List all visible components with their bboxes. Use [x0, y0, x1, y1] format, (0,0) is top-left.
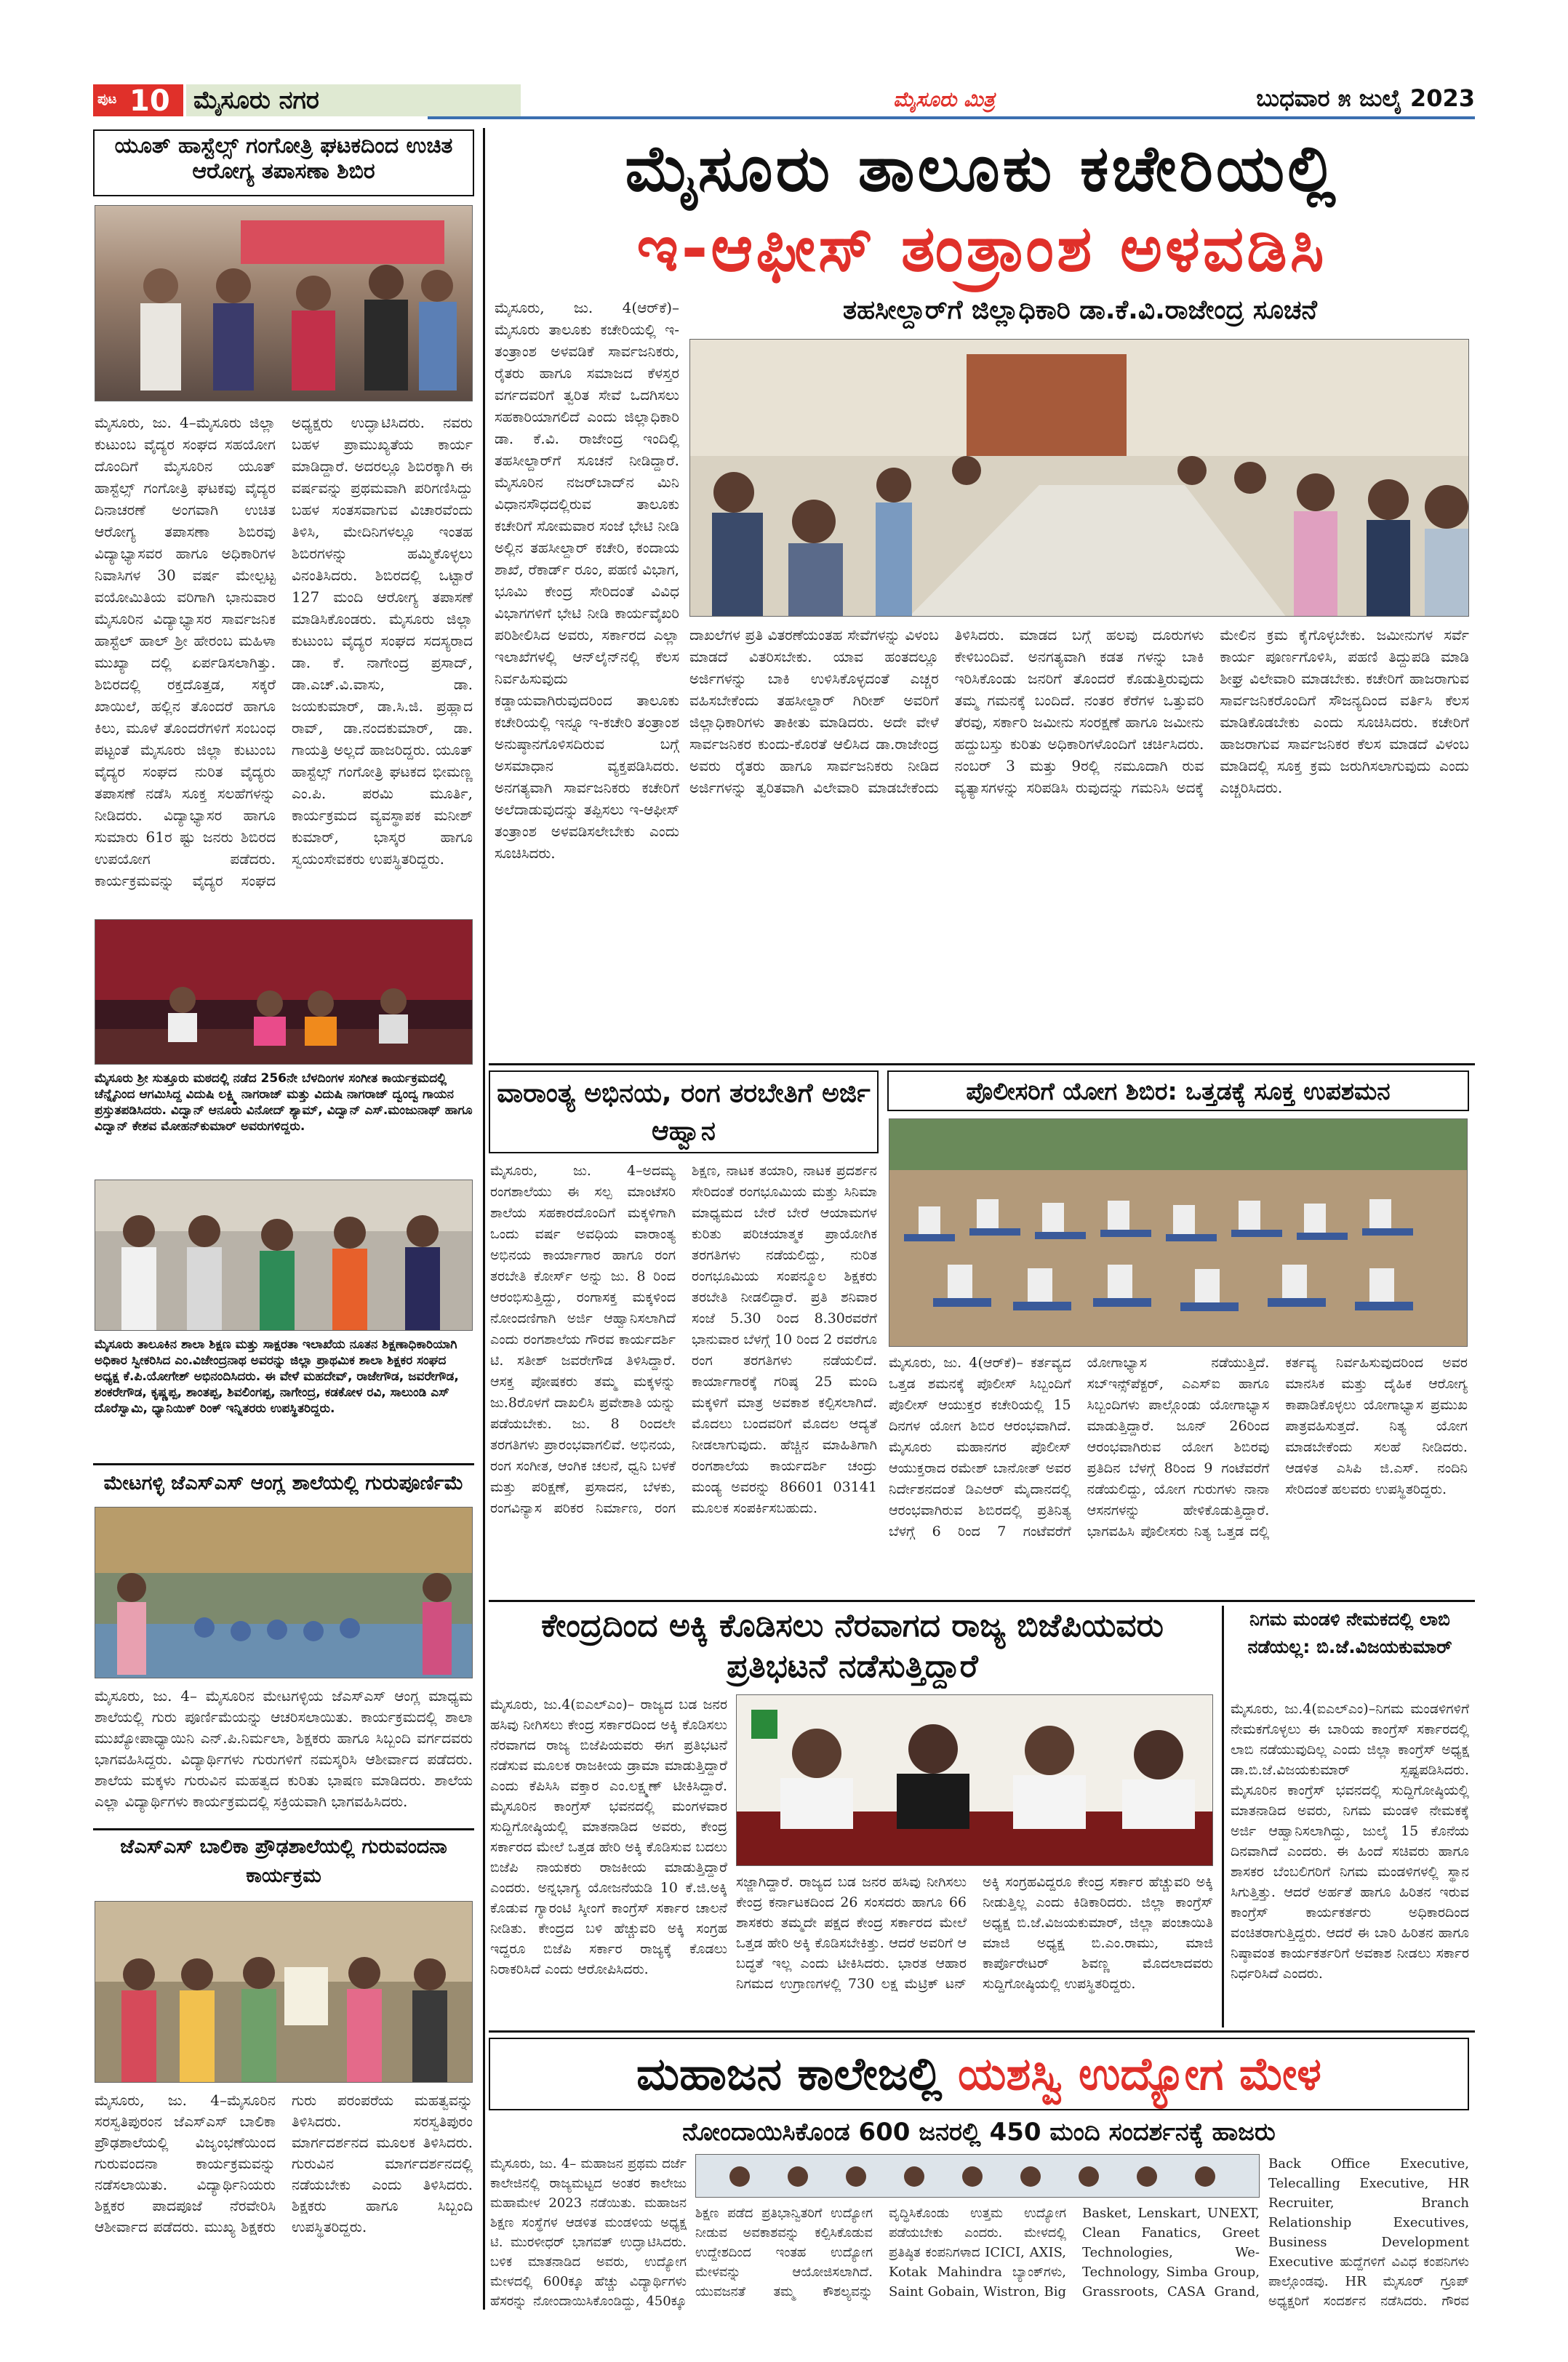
nigama-divider — [1222, 1606, 1224, 2027]
metagalli-headline: ಮೇಟಗಳ್ಳಿ ಜೆಎಸ್‌ಎಸ್ ಆಂಗ್ಲ ಶಾಲೆಯಲ್ಲಿ ಗುರುಪೂರ್ಣಿಮೆ — [103, 1472, 464, 1494]
page-number: 10 — [129, 84, 170, 118]
balika-body: ಮೈಸೂರು, ಜು. 4–ಮೈಸೂರಿನ ಸರಸ್ವತಿಪುರಂನ ಜೆಎಸ್‌ಎಸ್ ಬಾಲಿಕಾ ಪ್ರೌಢಶಾಲೆಯಲ್ಲಿ ವಿಜೃಂಭಣೆಯಿಂದ ಗುರುವಂದನಾ ಕಾರ್ಯಕ್ರಮವನ್ನು ನಡೆಸಲಾಯಿತು. ವಿದ್ಯಾರ್ಥಿನಿಯರು ಶಿಕ್ಷಕರ ಪಾದಪೂಜೆ ನೆರವೇರಿಸಿ ಆಶೀರ್ವಾದ ಪಡೆದರು. ಮುಖ್ಯ ಶಿಕ್ಷಕರು ಗುರು ಪರಂಪರೆಯ ಮಹತ್ವವನ್ನು ತಿಳಿಸಿದರು. ಸರಸ್ವತಿಪುರಂ ಮಾರ್ಗದರ್ಶನದ ಮೂಲಕ ತಿಳಿಸಿದರು. ಗುರುವಿನ ಮಾರ್ಗದರ್ಶನದಲ್ಲಿ ನಡೆಯಬೇಕು ಎಂದು ತಿಳಿಸಿದರು. ಶಿಕ್ಷಕರು ಹಾಗೂ ಸಿಬ್ಬಂದಿ ಉಪಸ್ಥಿತರಿದ್ದರು. — [95, 2091, 473, 2235]
left-divider-1 — [93, 1463, 474, 1465]
police-yoga-photo — [889, 1118, 1468, 1347]
mid-row-rule — [489, 1600, 1475, 1602]
job-fair-right-body: Back Office Executive, Telecalling Executive, HR Recruiter, Branch Relationship Executives, Business Development Executive ಹುದ್ದೆಗಳಿಗೆ ವಿವಿಧ ಕಂಪನಿಗಳು ಪಾಲ್ಗೊಂಡವು. HR ಮೈಸೂರ್ ಗ್ರೂಪ್ ಅಧ್ಯಕ್ಷರಿಗೆ ಸಂದರ್ಶನ ನಡೆಸಿದರು. ಗೌರವ — [1268, 2156, 1469, 2309]
guru-purnima-photo — [95, 1507, 473, 1678]
lead-bottom-body: ದಾಖಲೆಗಳ ಪ್ರತಿ ವಿತರಣೆಯಂತಹ ಸೇವೆಗಳನ್ನು ವಿಳಂಬ ಮಾಡದೆ ವಿತರಿಸಬೇಕು. ಯಾವ ಹಂತದಲ್ಲೂ ಅರ್ಜಿಗಳನ್ನು ಬಾಕಿ ಉಳಿಸಿಕೊಳ್ಳದಂತೆ ಎಚ್ಚರ ವಹಿಸಬೇಕೆಂದು ತಹಸೀಲ್ದಾರ್ ಗಿರೀಶ್ ಅವರಿಗೆ ಜಿಲ್ಲಾಧಿಕಾರಿಗಳು ತಾಕೀತು ಮಾಡಿದರು. ಅದೇ ವೇಳೆ ಸಾರ್ವಜನಿಕರ ಕುಂದು-ಕೊರತೆ ಆಲಿಸಿದ ಡಾ.ರಾಜೇಂದ್ರ ಅವರು ರೈತರು ಹಾಗೂ ಸಾರ್ವಜನಿಕರು ನೀಡಿದ ಅರ್ಜಿಗಳನ್ನು ತ್ವರಿತವಾಗಿ ವಿಲೇವಾರಿ ಮಾಡಬೇಕೆಂದು ತಿಳಿಸಿದರು. ಮಾಡದ ಬಗ್ಗೆ ಹಲವು ದೂರುಗಳು ಕೇಳಿಬಂದಿವೆ. ಅನಗತ್ಯವಾಗಿ ಕಡತ ಗಳನ್ನು ಬಾಕಿ ಇರಿಸಿಕೊಂಡು ಜನರಿಗೆ ತೊಂದರೆ ಕೊಡುತ್ತಿರುವುದು ತಮ್ಮ ಗಮನಕ್ಕೆ ಬಂದಿದೆ. ನಂತರ ಕೆರೆಗಳ ಒತ್ತುವರಿ ತೆರವು, ಸರ್ಕಾರಿ ಜಮೀನು ಸಂರಕ್ಷಣೆ ಹಾಗೂ ಜಮೀನು ಹದ್ದುಬಸ್ತು ಕುರಿತು ಅಧಿಕಾರಿಗಳೊಂದಿಗೆ ಚರ್ಚಿಸಿದರು. ನಂಬರ್ 3 ಮತ್ತು 9ರಲ್ಲಿ ನಮೂದಾಗಿ ರುವ ವ್ಯತ್ಯಾಸಗಳನ್ನು ಸರಿಪಡಿಸಿ ರುವುದನ್ನು ಗಮನಿಸಿ ಅದಕ್ಕೆ ಮೇಲಿನ ಕ್ರಮ ಕೈಗೊಳ್ಳಬೇಕು. ಜಮೀನುಗಳ ಸರ್ವೆ ಕಾರ್ಯ ಪೂರ್ಣಗೊಳಿಸಿ, ಪಹಣಿ ತಿದ್ದುಪಡಿ ಮಾಡಿ ಶೀಘ್ರ ವಿಲೇವಾರಿ ಮಾಡಬೇಕು. ಕಚೇರಿಗೆ ಹಾಜರಾಗುವ ಸಾರ್ವಜನಿಕರೊಂದಿಗೆ ಸೌಜನ್ಯದಿಂದ ವರ್ತಿಸಿ ಕೆಲಸ ಮಾಡಿಕೊಡಬೇಕು ಎಂದು ಸೂಚಿಸಿದರು. ಕಚೇರಿಗೆ ಹಾಜರಾಗುವ ಸಾರ್ವಜನಿಕರ ಕೆಲಸ ಮಾಡದೆ ವಿಳಂಬ ಮಾಡಿದಲ್ಲಿ ಸೂಕ್ತ ಕ್ರಮ ಜರುಗಿಸಲಾಗುವುದು ಎಂದು ಎಚ್ಚರಿಸಿದರು. — [689, 626, 1469, 796]
job-fair-headline-part1: ಮಹಾಜನ ಕಾಲೇಜಲ್ಲಿ — [636, 2047, 943, 2100]
job-fair-bottom-body: ಶಿಕ್ಷಣ ಪಡೆದ ಪ್ರತಿಭಾನ್ವಿತರಿಗೆ ಉದ್ಯೋಗ ನೀಡುವ ಅವಕಾಶವನ್ನು ಕಲ್ಪಿಸಿಕೊಡುವ ಉದ್ದೇಶದಿಂದ ಇಂತಹ ಉದ್ಯೋಗ ಮೇಳವನ್ನು ಆಯೋಜಿಸಲಾಗಿದೆ. ಯುವಜನತೆ ತಮ್ಮ ಕೌಶಲ್ಯವನ್ನು ವೃದ್ಧಿಸಿಕೊಂಡು ಉತ್ತಮ ಉದ್ಯೋಗ ಪಡೆಯಬೇಕು ಎಂದರು. ಮೇಳದಲ್ಲಿ ಪ್ರತಿಷ್ಠಿತ ಕಂಪನಿಗಳಾದ ICICI, AXIS, Kotak Mahindra ಬ್ಯಾಂಕ್‌ಗಳು, Saint Gobain, Wistron, Big Basket, Lenskart, UNEXT, Clean Fanatics, Greet Technologies, We-Technology, Simba Group, Grassroots, CASA Grand, — [695, 2206, 1260, 2299]
health-camp-photo — [95, 205, 473, 401]
nigama-headline: ನಿಗಮ ಮಂಡಳಿ ನೇಮಕದಲ್ಲಿ ಲಾಬಿ ನಡೆಯಲ್ಲ: ಬಿ.ಜೆ.ವಿಜಯಕುಮಾರ್ — [1247, 1609, 1452, 1657]
education-officer-photo — [95, 1180, 473, 1331]
page-label: ಪುಟ — [97, 92, 117, 107]
rice-bottom-body: ಸಜ್ಜಾಗಿದ್ದಾರೆ. ರಾಜ್ಯದ ಬಡ ಜನರ ಹಸಿವು ನೀಗಿಸಲು ಕೇಂದ್ರ ಕರ್ನಾಟಕದಿಂದ 26 ಸಂಸದರು ಹಾಗೂ 66 ಶಾಸಕರು ತಮ್ಮದೇ ಪಕ್ಷದ ಕೇಂದ್ರ ಸರ್ಕಾರದ ಮೇಲೆ ಒತ್ತಡ ಹೇರಿ ಅಕ್ಕಿ ಕೊಡಿಸಬೇಕಿತ್ತು. ಆದರೆ ಅವರಿಗೆ ಆ ಬದ್ಧತೆ ಇಲ್ಲ ಎಂದು ಟೀಕಿಸಿದರು. ಭಾರತ ಆಹಾರ ನಿಗಮದ ಉಗ್ರಾಣಗಳಲ್ಲಿ 730 ಲಕ್ಷ ಮೆಟ್ರಿಕ್ ಟನ್ ಅಕ್ಕಿ ಸಂಗ್ರಹವಿದ್ದರೂ ಕೇಂದ್ರ ಸರ್ಕಾರ ಹೆಚ್ಚುವರಿ ಅಕ್ಕಿ ನೀಡುತ್ತಿಲ್ಲ ಎಂದು ಕಿಡಿಕಾರಿದರು. ಜಿಲ್ಲಾ ಕಾಂಗ್ರೆಸ್ ಅಧ್ಯಕ್ಷ ಬಿ.ಜೆ.ವಿಜಯಕುಮಾರ್, ಜಿಲ್ಲಾ ಪಂಚಾಯಿತಿ ಮಾಜಿ ಅಧ್ಯಕ್ಷ ಬಿ.ಎಂ.ರಾಮು, ಮಾಜಿ ಕಾರ್ಪೊರೇಟರ್ ಶಿವಣ್ಣ ಮೊದಲಾದವರು ಸುದ್ದಿಗೋಷ್ಠಿಯಲ್ಲಿ ಉಪಸ್ಥಿತರಿದ್ದರು. — [736, 1874, 1213, 1992]
page-date: ಬುಧವಾರ ೫ ಜುಲೈ 2023 — [1256, 84, 1475, 112]
rice-bottom-rule — [489, 2030, 1475, 2033]
music-concert-photo — [95, 919, 473, 1065]
music-concert-scene — [95, 920, 473, 1065]
nigama-body: ಮೈಸೂರು, ಜು.4(ಐಎಲ್‌ಎಂ)–ನಿಗಮ ಮಂಡಳಿಗಳಿಗೆ ನೇಮಕಗೊಳ್ಳಲು ಈ ಬಾರಿಯ ಕಾಂಗ್ರೆಸ್ ಸರ್ಕಾರದಲ್ಲಿ ಲಾಬಿ ನಡೆಯುವುದಿಲ್ಲ ಎಂದು ಜಿಲ್ಲಾ ಕಾಂಗ್ರೆಸ್ ಅಧ್ಯಕ್ಷ ಡಾ.ಬಿ.ಜೆ.ವಿಜಯಕುಮಾರ್ ಸ್ಪಷ್ಟಪಡಿಸಿದರು. ಮೈಸೂರಿನ ಕಾಂಗ್ರೆಸ್ ಭವನದಲ್ಲಿ ಸುದ್ದಿಗೋಷ್ಠಿಯಲ್ಲಿ ಮಾತನಾಡಿದ ಅವರು, ನಿಗಮ ಮಂಡಳಿ ನೇಮಕಕ್ಕೆ ಅರ್ಜಿ ಆಹ್ವಾನಿಸಲಾಗಿದ್ದು, ಜುಲೈ 15 ಕೊನೆಯ ದಿನವಾಗಿದೆ ಎಂದರು. ಈ ಹಿಂದೆ ಸಚಿವರು ಹಾಗೂ ಶಾಸಕರ ಬೆಂಬಲಿಗರಿಗೆ ನಿಗಮ ಮಂಡಳಿಗಳಲ್ಲಿ ಸ್ಥಾನ ಸಿಗುತ್ತಿತ್ತು. ಆದರೆ ಅರ್ಹತೆ ಹಾಗೂ ಹಿರಿತನ ಇರುವ ಕಾಂಗ್ರೆಸ್ ಕಾರ್ಯಕರ್ತರು ಅಧಿಕಾರದಿಂದ ವಂಚಿತರಾಗುತ್ತಿದ್ದರು. ಆದರೆ ಈ ಬಾರಿ ಹಿರಿತನ ಹಾಗೂ ನಿಷ್ಠಾವಂತ ಕಾರ್ಯಕರ್ತರಿಗೆ ಅವಕಾಶ ನೀಡಲು ಸರ್ಕಾರ ನಿರ್ಧರಿಸಿದೆ ಎಂದರು. — [1231, 1701, 1469, 1982]
metagalli-body: ಮೈಸೂರು, ಜು. 4– ಮೈಸೂರಿನ ಮೇಟಗಳ್ಳಿಯ ಜೆಎಸ್‌ಎಸ್ ಆಂಗ್ಲ ಮಾಧ್ಯಮ ಶಾಲೆಯಲ್ಲಿ ಗುರು ಪೂರ್ಣಿಮೆಯನ್ನು ಆಚರಿಸಲಾಯಿತು. ಕಾರ್ಯಕ್ರಮದಲ್ಲಿ ಶಾಲಾ ಮುಖ್ಯೋಪಾಧ್ಯಾಯಿನಿ ಎನ್.ಪಿ.ನಿರ್ಮಲಾ, ಶಿಕ್ಷಕರು ಹಾಗೂ ಸಿಬ್ಬಂದಿ ವರ್ಗದವರು ಭಾಗವಹಿಸಿದ್ದರು. ವಿದ್ಯಾರ್ಥಿಗಳು ಗುರುಗಳಿಗೆ ನಮಸ್ಕರಿಸಿ ಆಶೀರ್ವಾದ ಪಡೆದರು. ಶಾಲೆಯ ಮಕ್ಕಳು ಗುರುವಿನ ಮಹತ್ವದ ಕುರಿತು ಭಾಷಣ ಮಾಡಿದರು. ಶಾಲೆಯ ಎಲ್ಲಾ ವಿದ್ಯಾರ್ಥಿಗಳು ಕಾರ್ಯಕ್ರಮದಲ್ಲಿ ಸಕ್ರಿಯವಾಗಿ ಭಾಗವಹಿಸಿದರು. — [95, 1687, 473, 1810]
job-fair-photo — [695, 2154, 1260, 2198]
rice-left-body: ಮೈಸೂರು, ಜು.4(ಐಎಲ್‌ಎಂ)– ರಾಜ್ಯದ ಬಡ ಜನರ ಹಸಿವು ನೀಗಿಸಲು ಕೇಂದ್ರ ಸರ್ಕಾರದಿಂದ ಅಕ್ಕಿ ಕೊಡಿಸಲು ನೆರವಾಗದ ರಾಜ್ಯ ಬಿಜೆಪಿಯವರು ಈಗ ಪ್ರತಿಭಟನೆ ನಡೆಸುವ ಮೂಲಕ ರಾಜಕೀಯ ಡ್ರಾಮಾ ಮಾಡುತ್ತಿದ್ದಾರೆ ಎಂದು ಕೆಪಿಸಿಸಿ ವಕ್ತಾರ ಎಂ.ಲಕ್ಷ್ಮಣ್ ಟೀಕಿಸಿದ್ದಾರೆ. ಮೈಸೂರಿನ ಕಾಂಗ್ರೆಸ್ ಭವನದಲ್ಲಿ ಮಂಗಳವಾರ ಸುದ್ದಿಗೋಷ್ಠಿಯಲ್ಲಿ ಮಾತನಾಡಿದ ಅವರು, ಕೇಂದ್ರ ಸರ್ಕಾರದ ಮೇಲೆ ಒತ್ತಡ ಹೇರಿ ಅಕ್ಕಿ ಕೊಡಿಸುವ ಬದಲು ಬಿಜೆಪಿ ನಾಯಕರು ರಾಜಕೀಯ ಮಾಡುತ್ತಿದ್ದಾರೆ ಎಂದರು. ಅನ್ನಭಾಗ್ಯ ಯೋಜನೆಯಡಿ 10 ಕೆ.ಜಿ.ಅಕ್ಕಿ ಕೊಡುವ ಗ್ಯಾರಂಟಿ ಸ್ಕೀಂಗೆ ಕಾಂಗ್ರೆಸ್ ಸರ್ಕಾರ ಚಾಲನೆ ನೀಡಿತು. ಕೇಂದ್ರದ ಬಳಿ ಹೆಚ್ಚುವರಿ ಅಕ್ಕಿ ಸಂಗ್ರಹ ಇದ್ದರೂ ಬಿಜೆಪಿ ಸರ್ಕಾರ ರಾಜ್ಯಕ್ಕೆ ಕೊಡಲು ನಿರಾಕರಿಸಿದೆ ಎಂದು ಆರೋಪಿಸಿದರು. — [490, 1697, 727, 1977]
section-title: ಮೈಸೂರು ನಗರ — [186, 84, 521, 116]
education-officer-caption: ಮೈಸೂರು ತಾಲೂಕಿನ ಶಾಲಾ ಶಿಕ್ಷಣ ಮತ್ತು ಸಾಕ್ಷರತಾ ಇಲಾಖೆಯ ನೂತನ ಶಿಕ್ಷಣಾಧಿಕಾರಿಯಾಗಿ ಅಧಿಕಾರ ಸ್ವೀಕರಿಸಿದ ಎಂ.ವಿಜೇಂದ್ರನಾಥ ಅವರನ್ನು ಜಿಲ್ಲಾ ಪ್ರಾಥಮಿಕ ಶಾಲಾ ಶಿಕ್ಷಕರ ಸಂಘದ ಅಧ್ಯಕ್ಷ ಕೆ.ಪಿ.ಯೋಗೇಶ್ ಅಭಿನಂದಿಸಿದರು. ಈ ವೇಳೆ ಮಹದೇವ್, ರಾಜೇಗೌಡ, ಜವರೇಗೌಡ, ಶಂಕರೇಗೌಡ, ಕೃಷ್ಣಪ್ಪ, ಶಾಂತಪ್ಪ, ಶಿವಲಿಂಗಪ್ಪ, ನಾಗೇಂದ್ರ, ಕಡಕೋಳ ರವಿ, ಸಾಲುಂಡಿ ಎಸ್ ದೊರೆಸ್ವಾಮಿ, ಧ್ಯಾನಿಯಿಕ್ ರಿಂಕ್ ಇನ್ನಿತರರು ಉಪಸ್ಥಿತರಿದ್ದರು. — [95, 1337, 459, 1416]
job-fair-headline — [489, 2038, 1469, 2110]
lead-headline-2: ಇ-ಆಫೀಸ್ ತಂತ್ರಾಂಶ ಅಳವಡಿಸಿ — [636, 211, 1327, 286]
music-concert-caption: ಮೈಸೂರು ಶ್ರೀ ಸುತ್ತೂರು ಮಠದಲ್ಲಿ ನಡೆದ 256ನೇ ಬೆಳದಿಂಗಳ ಸಂಗೀತ ಕಾರ್ಯಕ್ರಮದಲ್ಲಿ ಚೆನ್ನೈನಿಂದ ಆಗಮಿಸಿದ್ದ ವಿದುಷಿ ಲಕ್ಷ್ಮಿ ನಾಗರಾಜ್ ಮತ್ತು ವಿದುಷಿ ನಾಗರಾಜ್ ದ್ವಂದ್ವ ಗಾಯನ ಪ್ರಸ್ತುತಪಡಿಸಿದರು. ವಿದ್ವಾನ್ ಆನೂರು ವಿನೋದ್ ಶ್ಯಾಮ್, ವಿದ್ವಾನ್ ಎಸ್.ಮಂಜುನಾಥ್ ಹಾಗೂ ವಿದ್ವಾನ್ ಕೇಶವ ಮೋಹನ್‌ಕುಮಾರ್ ಅವರುಗಳಿದ್ದರು. — [95, 1071, 473, 1134]
guru-vandana-scene — [95, 1902, 473, 2083]
theatre-headline: ವಾರಾಂತ್ಯ ಅಭಿನಯ, ರಂಗ ತರಬೇತಿಗೆ ಅರ್ಜಿ ಆಹ್ವಾನ — [489, 1070, 879, 1153]
masthead-rule — [428, 116, 1475, 119]
guru-purnima-scene — [95, 1508, 473, 1678]
theatre-body: ಮೈಸೂರು, ಜು. 4–ಅದಮ್ಯ ರಂಗಶಾಲೆಯು ಈ ಸಲ್ಪ ಮಾಂಟೆಸರಿ ಶಾಲೆಯ ಸಹಕಾರದೊಂದಿಗೆ ಮಕ್ಕಳಿಗಾಗಿ ಒಂದು ವರ್ಷ ಅವಧಿಯ ವಾರಾಂತ್ಯ ಅಭಿನಯ ಕಾರ್ಯಾಗಾರ ಹಾಗೂ ರಂಗ ತರಬೇತಿ ಕೋರ್ಸ್ ಅನ್ನು ಜು. 8 ರಿಂದ ಆರಂಭಿಸುತ್ತಿದ್ದು, ರಂಗಾಸಕ್ತ ಮಕ್ಕಳಿಂದ ನೋಂದಣಿಗಾಗಿ ಅರ್ಜಿ ಆಹ್ವಾನಿಸಲಾಗಿದೆ ಎಂದು ರಂಗಶಾಲೆಯ ಗೌರವ ಕಾರ್ಯದರ್ಶಿ ಟಿ. ಸತೀಶ್ ಜವರೇಗೌಡ ತಿಳಿಸಿದ್ದಾರೆ. ಆಸಕ್ತ ಪೋಷಕರು ತಮ್ಮ ಮಕ್ಕಳನ್ನು ಜು.8ರೊಳಗೆ ದಾಖಲಿಸಿ ಪ್ರವೇಶಾತಿ ಯನ್ನು ಪಡೆಯಬೇಕು. ಜು. 8 ರಿಂದಲೇ ತರಗತಿಗಳು ಪ್ರಾರಂಭವಾಗಲಿವೆ. ಅಭಿನಯ, ರಂಗ ಸಂಗೀತ, ಆಂಗಿಕ ಚಲನೆ, ಧ್ವನಿ ಬಳಕೆ ಮತ್ತು ಪರಿಕ್ಷಣೆ, ಪ್ರಸಾದನ, ಬೆಳಕು, ರಂಗವಿನ್ಯಾಸ ಪರಿಕರ ನಿರ್ಮಾಣ, ರಂಗ ಶಿಕ್ಷಣ, ನಾಟಕ ತಯಾರಿ, ನಾಟಕ ಪ್ರದರ್ಶನ ಸೇರಿದಂತೆ ರಂಗಭೂಮಿಯ ಮತ್ತು ಸಿನಿಮಾ ಮಾಧ್ಯಮದ ಬೇರೆ ಬೇರೆ ಆಯಾಮಗಳ ಕುರಿತು ಪರಿಚಯಾತ್ಮಕ ಪ್ರಾಯೋಗಿಕ ತರಗತಿಗಳು ನಡೆಯಲಿದ್ದು, ನುರಿತ ರಂಗಭೂಮಿಯ ಸಂಪನ್ಮೂಲ ಶಿಕ್ಷಕರು ತರಬೇತಿ ನೀಡಲಿದ್ದಾರೆ. ಪ್ರತಿ ಶನಿವಾರ ಸಂಜೆ 5.30 ರಿಂದ 8.30ರವರೆಗೆ ಭಾನುವಾರ ಬೆಳಗ್ಗೆ 10 ರಿಂದ 2 ರವರೆಗೂ ರಂಗ ತರಗತಿಗಳು ನಡೆಯಲಿದೆ. ಕಾರ್ಯಾಗಾರಕ್ಕೆ ಗರಿಷ್ಠ 25 ಮಂದಿ ಮಕ್ಕಳಿಗೆ ಮಾತ್ರ ಅವಕಾಶ ಕಲ್ಪಿಸಲಾಗಿದೆ. ಮೊದಲು ಬಂದವರಿಗೆ ಮೊದಲ ಆದ್ಯತೆ ನೀಡಲಾಗುವುದು. ಹೆಚ್ಚಿನ ಮಾಹಿತಿಗಾಗಿ ರಂಗಶಾಲೆಯ ಕಾರ್ಯದರ್ಶಿ ಚಂದ್ರು ಮಂಡ್ಯ ಅವರನ್ನು 86601 03141 ಮೂಲಕ ಸಂಪರ್ಕಿಸಬಹುದು. — [490, 1163, 877, 1516]
balika-headline: ಜೆಎಸ್‌ಎಸ್ ಬಾಲಿಕಾ ಪ್ರೌಢಶಾಲೆಯಲ್ಲಿ ಗುರುವಂದನಾ ಕಾರ್ಯಕ್ರಮ — [120, 1835, 447, 1887]
page-label-box — [93, 84, 183, 116]
meeting-scene — [690, 340, 1469, 617]
police-yoga-headline: ಪೊಲೀಸರಿಗೆ ಯೋಗ ಶಿಬಿರ: ಒತ್ತಡಕ್ಕೆ ಸೂಕ್ತ ಉಪಶಮನ — [887, 1070, 1469, 1111]
youth-hostel-headline: ಯೂತ್ ಹಾಸ್ಟೆಲ್ಸ್ ಗಂಗೋತ್ರಿ ಘಟಕದಿಂದ ಉಚಿತ ಆರೋಗ್ಯ ತಪಾಸಣಾ ಶಿಬಿರ — [93, 129, 474, 196]
education-officer-scene — [95, 1180, 473, 1331]
lead-subhead: ತಹಸೀಲ್ದಾರ್‌ಗೆ ಜಿಲ್ಲಾಧಿಕಾರಿ ಡಾ.ಕೆ.ವಿ.ರಾಜೇಂದ್ರ ಸೂಚನೆ — [843, 295, 1317, 325]
police-yoga-body: ಮೈಸೂರು, ಜು. 4(ಆರ್‌ಕೆ)– ಕರ್ತವ್ಯದ ಒತ್ತಡ ಶಮನಕ್ಕೆ ಪೊಲೀಸ್ ಸಿಬ್ಬಂದಿಗೆ ಪೊಲೀಸ್ ಆಯುಕ್ತರ ಕಚೇರಿಯಲ್ಲಿ 15 ದಿನಗಳ ಯೋಗ ಶಿಬಿರ ಆರಂಭವಾಗಿದೆ. ಮೈಸೂರು ಮಹಾನಗರ ಪೊಲೀಸ್ ಆಯುಕ್ತರಾದ ರಮೇಶ್ ಬಾನೋತ್ ಅವರ ನಿರ್ದೇಶನದಂತೆ ಡಿಎಆರ್ ಮೈದಾನದಲ್ಲಿ ಆರಂಭವಾಗಿರುವ ಶಿಬಿರದಲ್ಲಿ ಪ್ರತಿನಿತ್ಯ ಬೆಳಗ್ಗೆ 6 ರಿಂದ 7 ಗಂಟೆವರೆಗೆ ಯೋಗಾಭ್ಯಾಸ ನಡೆಯುತ್ತಿದೆ. ಸಬ್‌ಇನ್ಸ್‌ಪೆಕ್ಟರ್, ಎಎಸ್‌ಐ ಹಾಗೂ ಸಿಬ್ಬಂದಿಗಳು ಪಾಲ್ಗೊಂಡು ಯೋಗಾಭ್ಯಾಸ ಮಾಡುತ್ತಿದ್ದಾರೆ. ಜೂನ್ 26ರಿಂದ ಆರಂಭವಾಗಿರುವ ಯೋಗ ಶಿಬಿರವು ಪ್ರತಿದಿನ ಬೆಳಗ್ಗೆ 8ರಿಂದ 9 ಗಂಟೆವರೆಗೆ ನಡೆಯಲಿದ್ದು, ಯೋಗ ಗುರುಗಳು ನಾನಾ ಆಸನಗಳನ್ನು ಹೇಳಿಕೊಡುತ್ತಿದ್ದಾರೆ. ಭಾಗವಹಿಸಿ ಪೊಲೀಸರು ನಿತ್ಯ ಒತ್ತಡ ದಲ್ಲಿ ಕರ್ತವ್ಯ ನಿರ್ವಹಿಸುವುದರಿಂದ ಅವರ ಮಾನಸಿಕ ಮತ್ತು ದೈಹಿಕ ಆರೋಗ್ಯ ಕಾಪಾಡಿಕೊಳ್ಳಲು ಯೋಗಾಭ್ಯಾಸ ಪ್ರಮುಖ ಪಾತ್ರವಹಿಸುತ್ತದೆ. ನಿತ್ಯ ಯೋಗ ಮಾಡಬೇಕೆಂದು ಸಲಹೆ ನೀಡಿದರು. ಆಡಳಿತ ಎಸಿಪಿ ಜಿ.ಎಸ್. ನಂದಿನಿ ಸೇರಿದಂತೆ ಹಲವರು ಉಪಸ್ಥಿತರಿದ್ದರು. — [889, 1355, 1468, 1540]
left-divider-2 — [93, 1828, 474, 1830]
column-divider-left — [483, 128, 485, 2310]
paper-name: ಮೈಸೂರು ಮಿತ್ರ — [893, 87, 995, 111]
press-meet-scene — [737, 1695, 1213, 1866]
meeting-photo — [689, 339, 1469, 617]
police-yoga-scene — [889, 1119, 1468, 1347]
rice-headline: ಕೇಂದ್ರದಿಂದ ಅಕ್ಕಿ ಕೊಡಿಸಲು ನೆರವಾಗದ ರಾಜ್ಯ ಬಿಜೆಪಿಯವರು ಪ್ರತಿಭಟನೆ ನಡೆಸುತ್ತಿದ್ದಾರೆ — [541, 1607, 1164, 1685]
youth-hostel-body: ಮೈಸೂರು, ಜು. 4–ಮೈಸೂರು ಜಿಲ್ಲಾ ಕುಟುಂಬ ವೈದ್ಯರ ಸಂಘದ ಸಹಯೋಗ ದೊಂದಿಗೆ ಮೈಸೂರಿನ ಯೂತ್ ಹಾಸ್ಟೆಲ್ಸ್ ಗಂಗೋತ್ರಿ ಘಟಕವು ವೈದ್ಯರ ದಿನಾಚರಣೆ ಅಂಗವಾಗಿ ಉಚಿತ ಆರೋಗ್ಯ ತಪಾಸಣಾ ಶಿಬಿರವು ವಿದ್ಯಾಭ್ಯಾಸವರ ಹಾಗೂ ಅಧಿಕಾರಿಗಳ ನಿವಾಸಿಗಳ 30 ವರ್ಷ ಮೇಲ್ಪಟ್ಟ ವಯೋಮಿತಿಯ ವರಿಗಾಗಿ ಭಾನುವಾರ ಮೈಸೂರಿನ ವಿದ್ಯಾಭ್ಯಾಸರ ಸಾರ್ವಜನಿಕ ಹಾಸ್ಟೆಲ್ ಹಾಲ್ ಶ್ರೀ ಹೇರಂಬ ಮಹಿಳಾ ಮುಖ್ಯಾ ದಲ್ಲಿ ಏರ್ಪಡಿಸಲಾಗಿತ್ತು. ಶಿಬಿರದಲ್ಲಿ ರಕ್ತದೊತ್ತಡ, ಸಕ್ಕರೆ ಖಾಯಿಲೆ, ಹಲ್ಲಿನ ತೊಂದರೆ ಹಾಗೂ ಕಿಲು, ಮೂಳೆ ತೊಂದರೆಗಳಿಗೆ ಸಂಬಂಧ ಪಟ್ಟಂತೆ ಮೈಸೂರು ಜಿಲ್ಲಾ ಕುಟುಂಬ ವೈದ್ಯರ ಸಂಘದ ನುರಿತ ವೈದ್ಯರು ತಪಾಸಣೆ ನಡೆಸಿ ಸೂಕ್ತ ಸಲಹೆಗಳನ್ನು ನೀಡಿದರು. ವಿದ್ಯಾಭ್ಯಾಸರ ಹಾಗೂ ಸುಮಾರು 61ರ ಷ್ಟು ಜನರು ಶಿಬಿರದ ಉಪಯೋಗ ಪಡೆದರು. ಕಾರ್ಯಕ್ರಮವನ್ನು ವೈದ್ಯರ ಸಂಘದ ಅಧ್ಯಕ್ಷರು ಉದ್ಘಾಟಿಸಿದರು. ನವರು ಬಹಳ ಪ್ರಾಮುಖ್ಯತೆಯ ಕಾರ್ಯ ಮಾಡಿದ್ದಾರೆ. ಅದರಲ್ಲೂ ಶಿಬಿರಕ್ಕಾಗಿ ಈ ವರ್ಷವನ್ನು ಪ್ರಥಮವಾಗಿ ಪರಿಗಣಿಸಿದ್ದು ಬಹಳ ಸಂತಸವಾಗುವ ವಿಚಾರವೆಂದು ತಿಳಿಸಿ, ಮೇದಿನಿಗಳಲ್ಲೂ ಇಂತಹ ಶಿಬಿರಗಳನ್ನು ಹಮ್ಮಿಕೊಳ್ಳಲು ವಿನಂತಿಸಿದರು. ಶಿಬಿರದಲ್ಲಿ ಒಟ್ಟಾರೆ 127 ಮಂದಿ ಆರೋಗ್ಯ ತಪಾಸಣೆ ಮಾಡಿಸಿಕೊಂಡರು. ಮೈಸೂರು ಜಿಲ್ಲಾ ಕುಟುಂಬ ವೈದ್ಯರ ಸಂಘದ ಸದಸ್ಯರಾದ ಡಾ. ಕೆ. ನಾಗೇಂದ್ರ ಪ್ರಸಾದ್, ಡಾ.ಎಚ್.ವಿ.ವಾಸು, ಡಾ. ಜಯಕುಮಾರ್, ಡಾ.ಸಿ.ಜಿ. ಪ್ರಹ್ಲಾದ ರಾವ್, ಡಾ.ನಂದಕುಮಾರ್, ಡಾ. ಗಾಯತ್ರಿ ಅಲ್ಲದೆ ಹಾಜರಿದ್ದರು. ಯೂತ್ ಹಾಸ್ಟೆಲ್ಸ್ ಗಂಗೋತ್ರಿ ಘಟಕದ ಭೀಮಣ್ಣ ಎಂ.ಪಿ. ಪರಮಿ ಮೂರ್ತಿ, ಕಾರ್ಯಕ್ರಮದ ವ್ಯವಸ್ಥಾಪಕ ಮನೀಶ್ ಕುಮಾರ್, ಭಾಸ್ಕರ ಹಾಗೂ ಸ್ವಯಂಸೇವಕರು ಉಪಸ್ಥಿತರಿದ್ದರು. — [95, 414, 473, 889]
lead-headline-1: ಮೈಸೂರು ತಾಲೂಕು ಕಚೇರಿಯಲ್ಲಿ — [625, 131, 1339, 206]
job-fair-subhead: ನೋಂದಾಯಿಸಿಕೊಂಡ 600 ಜನರಲ್ಲಿ 450 ಮಂದಿ ಸಂದರ್ಶನಕ್ಕೆ ಹಾಜರು — [682, 2118, 1276, 2147]
job-fair-scene — [696, 2155, 1260, 2198]
health-camp-scene — [95, 206, 473, 401]
guru-vandana-photo — [95, 1901, 473, 2083]
lead-bottom-rule — [489, 1063, 1475, 1065]
job-fair-left-body: ಮೈಸೂರು, ಜು. 4– ಮಹಾಜನ ಪ್ರಥಮ ದರ್ಜೆ ಕಾಲೇಜಿನಲ್ಲಿ ರಾಜ್ಯಮಟ್ಟದ ಅಂತರ ಕಾಲೇಜು ಮಹಾಮೇಳ 2023 ನಡೆಯಿತು. ಮಹಾಜನ ಶಿಕ್ಷಣ ಸಂಸ್ಥೆಗಳ ಆಡಳಿತ ಮಂಡಳಿಯ ಅಧ್ಯಕ್ಷ ಟಿ. ಮುರಳೀಧರ್ ಭಾಗವತ್ ಉದ್ಘಾಟಿಸಿದರು. ಬಳಿಕ ಮಾತನಾಡಿದ ಅವರು, ಉದ್ಯೋಗ ಮೇಳದಲ್ಲಿ 600ಕ್ಕೂ ಹೆಚ್ಚು ವಿದ್ಯಾರ್ಥಿಗಳು ಹೆಸರನ್ನು ನೋಂದಾಯಿಸಿಕೊಂಡಿದ್ದು, 450ಕ್ಕೂ — [490, 2156, 687, 2309]
masthead — [93, 81, 1475, 119]
lead-side-body: ಮೈಸೂರು, ಜು. 4(ಆರ್‌ಕೆ)– ಮೈಸೂರು ತಾಲೂಕು ಕಚೇರಿಯಲ್ಲಿ ಇ-ತಂತ್ರಾಂಶ ಅಳವಡಿಕೆ ಸಾರ್ವಜನಿಕರು, ರೈತರು ಹಾಗೂ ಸಮಾಜದ ಕೆಳಸ್ತರ ವರ್ಗದವರಿಗೆ ತ್ವರಿತ ಸೇವೆ ಒದಗಿಸಲು ಸಹಕಾರಿಯಾಗಲಿದೆ ಎಂದು ಜಿಲ್ಲಾಧಿಕಾರಿ ಡಾ. ಕೆ.ವಿ. ರಾಜೇಂದ್ರ ಇಂದಿಲ್ಲಿ ತಹಸೀಲ್ದಾರ್‌ಗೆ ಸೂಚನೆ ನೀಡಿದ್ದಾರೆ. ಮೈಸೂರಿನ ನಜರ್‌ಬಾದ್‌ನ ಮಿನಿ ವಿಧಾನಸೌಧದಲ್ಲಿರುವ ತಾಲೂಕು ಕಚೇರಿಗೆ ಸೋಮವಾರ ಸಂಜೆ ಭೇಟಿ ನೀಡಿ ಅಲ್ಲಿನ ತಹಸೀಲ್ದಾರ್ ಕಚೇರಿ, ಕಂದಾಯ ಶಾಖೆ, ರೆಕಾರ್ಡ್ ರೂಂ, ಪಹಣಿ ವಿಭಾಗ, ಭೂಮಿ ಕೇಂದ್ರ ಸೇರಿದಂತೆ ವಿವಿಧ ವಿಭಾಗಗಳಿಗೆ ಭೇಟಿ ನೀಡಿ ಕಾರ್ಯವೈಖರಿ ಪರಿಶೀಲಿಸಿದ ಅವರು, ಸರ್ಕಾರದ ಎಲ್ಲಾ ಇಲಾಖೆಗಳಲ್ಲಿ ಆನ್‌ಲೈನ್‌ನಲ್ಲಿ ಕೆಲಸ ನಿರ್ವಹಿಸುವುದು ಕಡ್ಡಾಯವಾಗಿರುವುದರಿಂದ ತಾಲೂಕು ಕಚೇರಿಯಲ್ಲಿ ಇನ್ನೂ ಇ-ಕಚೇರಿ ತಂತ್ರಾಂಶ ಅನುಷ್ಠಾನಗೊಳಿಸದಿರುವ ಬಗ್ಗೆ ಅಸಮಾಧಾನ ವ್ಯಕ್ತಪಡಿಸಿದರು. ಅನಗತ್ಯವಾಗಿ ಸಾರ್ವಜನಿಕರು ಕಚೇರಿಗೆ ಅಲೆದಾಡುವುದನ್ನು ತಪ್ಪಿಸಲು ಇ-ಆಫೀಸ್ ತಂತ್ರಾಂಶ ಅಳವಡಿಸಲೇಬೇಕು ಎಂದು ಸೂಚಿಸಿದರು. — [495, 299, 679, 862]
press-meet-photo — [736, 1694, 1213, 1866]
job-fair-headline-part2: ಯಶಸ್ವಿ ಉದ್ಯೋಗ ಮೇಳ — [957, 2047, 1321, 2100]
